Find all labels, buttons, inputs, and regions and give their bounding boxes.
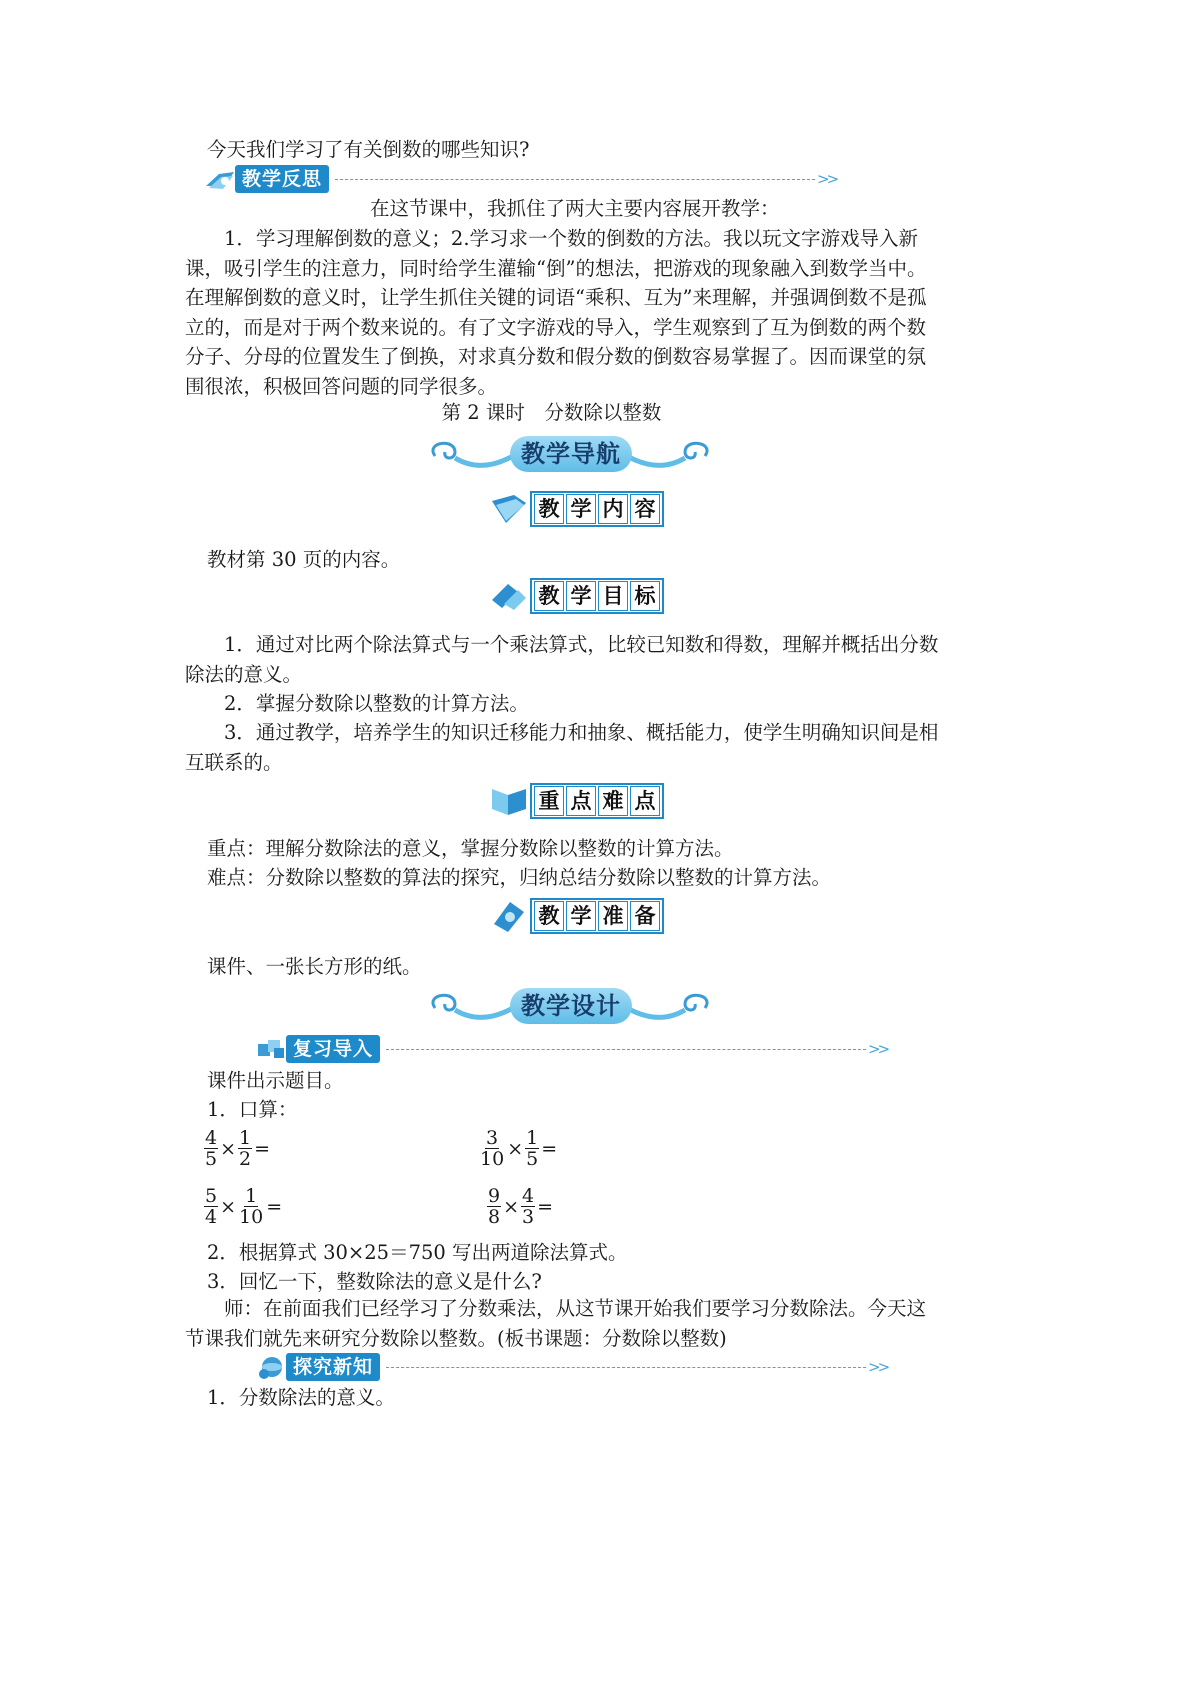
folder-icon (488, 491, 530, 527)
lesson-title: 第 2 课时 分数除以整数 (441, 401, 662, 424)
notebook-icon (488, 898, 530, 934)
review-tag-label: 复习导入 (286, 1035, 380, 1063)
globe-icon (254, 1352, 288, 1382)
heading-char: 内 (598, 494, 628, 524)
denominator: 5 (526, 1148, 539, 1170)
goal-item: 2．掌握分数除以整数的计算方法。 (224, 692, 529, 715)
divider (335, 179, 815, 180)
heading-char: 教 (534, 901, 564, 931)
explore-tag (254, 1353, 887, 1381)
equals-sign: = (541, 1137, 558, 1160)
denominator: 2 (239, 1148, 252, 1170)
denominator: 3 (522, 1206, 535, 1228)
prep-text: 课件、一张长方形的纸。 (207, 955, 422, 978)
denominator: 4 (205, 1206, 218, 1228)
reflection-lead: 在这节课中，我抓住了两大主要内容展开教学： (370, 197, 780, 220)
math-expression (486, 1186, 554, 1227)
review-line: 1．口算： (207, 1098, 298, 1121)
heading-char: 准 (598, 901, 628, 931)
reflection-tag-label: 教学反思 (235, 165, 329, 193)
goal-item: 3．通过教学，培养学生的知识迁移能力和抽象、概括能力，使学生明确知识间是相互联系的。 (185, 721, 939, 774)
heading-char: 难 (598, 786, 628, 816)
divider (386, 1049, 866, 1050)
denominator: 8 (488, 1206, 501, 1228)
prep-heading (488, 898, 664, 934)
book-icon (203, 164, 237, 194)
reflection-tag (203, 165, 836, 193)
denominator: 10 (239, 1206, 264, 1228)
goals-heading-cells (530, 578, 664, 614)
teacher-remark: 师：在前面我们已经学习了分数乘法，从这节课开始我们要学习分数除法。今天这节课我们就先来研究分数除以整数。(板书课题：分数除以整数) (185, 1297, 927, 1350)
review-line: 课件出示题目。 (207, 1069, 344, 1092)
heading-char: 标 (630, 581, 660, 611)
equals-sign: = (537, 1195, 554, 1218)
heading-char: 容 (630, 494, 660, 524)
explore-line: 1．分数除法的意义。 (207, 1386, 395, 1409)
content-heading-cells (530, 491, 664, 527)
difficult-point: 难点：分数除以整数的算法的探究，归纳总结分数除以整数的计算方法。 (207, 866, 832, 889)
double-chevron-icon: >> (868, 1040, 888, 1058)
content-heading (488, 491, 664, 527)
times-sign: × (220, 1195, 237, 1218)
divider (386, 1367, 866, 1368)
nav-banner (415, 430, 725, 482)
reflection-body: 1．学习理解倒数的意义；2.学习求一个数的倒数的方法。我以玩文字游戏导入新课，吸引学生的注意力，同时给学生灌输“倒”的想法，把游戏的现象融入到数学当中。在理解倒数的意义时，让学生抓住关键的词语“乘积、互为”来理解，并强调倒数不是孤立的，而是对于两个数来说的。有了文字游戏的导入，学生观察到了互为倒数的两个数分子、分母的位置发生了倒换，对求真分数和假分数的倒数容易掌握了。因而课堂的氛围很浓，积极回答问题的同学很多。 (185, 227, 927, 398)
keypoints-heading-cells (530, 783, 664, 819)
review-line: 2．根据算式 30×25＝750 写出两道除法算式。 (207, 1241, 628, 1264)
heading-char: 学 (566, 494, 596, 524)
keypoints-heading (488, 783, 664, 819)
double-chevron-icon: >> (817, 170, 837, 188)
design-banner-title: 教学设计 (510, 988, 632, 1024)
numerator: 1 (245, 1185, 258, 1207)
heading-char: 学 (566, 581, 596, 611)
times-sign: × (220, 1137, 237, 1160)
numerator: 9 (488, 1185, 501, 1207)
times-sign: × (507, 1137, 524, 1160)
books-icon (488, 578, 530, 614)
math-expression (203, 1186, 283, 1227)
blocks-icon (254, 1034, 288, 1064)
equals-sign: = (266, 1195, 283, 1218)
key-point: 重点：理解分数除法的意义，掌握分数除以整数的计算方法。 (207, 837, 734, 860)
prep-heading-cells (530, 898, 664, 934)
review-line: 3．回忆一下，整数除法的意义是什么? (207, 1270, 542, 1293)
equals-sign: = (254, 1137, 271, 1160)
denominator: 5 (205, 1148, 218, 1170)
open-book-icon (488, 783, 530, 819)
nav-banner-title: 教学导航 (510, 436, 632, 472)
review-tag (254, 1035, 887, 1063)
intro-question: 今天我们学习了有关倒数的哪些知识? (207, 138, 530, 161)
numerator: 1 (526, 1127, 539, 1149)
heading-char: 重 (534, 786, 564, 816)
explore-tag-label: 探究新知 (286, 1353, 380, 1381)
content-text: 教材第 30 页的内容。 (207, 548, 401, 571)
math-expression (203, 1128, 271, 1169)
goals-heading (488, 578, 664, 614)
denominator: 10 (480, 1148, 505, 1170)
goal-item: 1．通过对比两个除法算式与一个乘法算式，比较已知数和得数，理解并概括出分数除法的意义。 (185, 633, 939, 686)
numerator: 4 (205, 1127, 218, 1149)
heading-char: 教 (534, 581, 564, 611)
double-chevron-icon: >> (868, 1358, 888, 1376)
times-sign: × (503, 1195, 520, 1218)
numerator: 3 (486, 1127, 499, 1149)
numerator: 4 (522, 1185, 535, 1207)
heading-char: 目 (598, 581, 628, 611)
numerator: 5 (205, 1185, 218, 1207)
numerator: 1 (239, 1127, 252, 1149)
design-banner (415, 982, 725, 1034)
heading-char: 学 (566, 901, 596, 931)
heading-char: 点 (566, 786, 596, 816)
heading-char: 教 (534, 494, 564, 524)
heading-char: 备 (630, 901, 660, 931)
math-expression (478, 1128, 558, 1169)
heading-char: 点 (630, 786, 660, 816)
